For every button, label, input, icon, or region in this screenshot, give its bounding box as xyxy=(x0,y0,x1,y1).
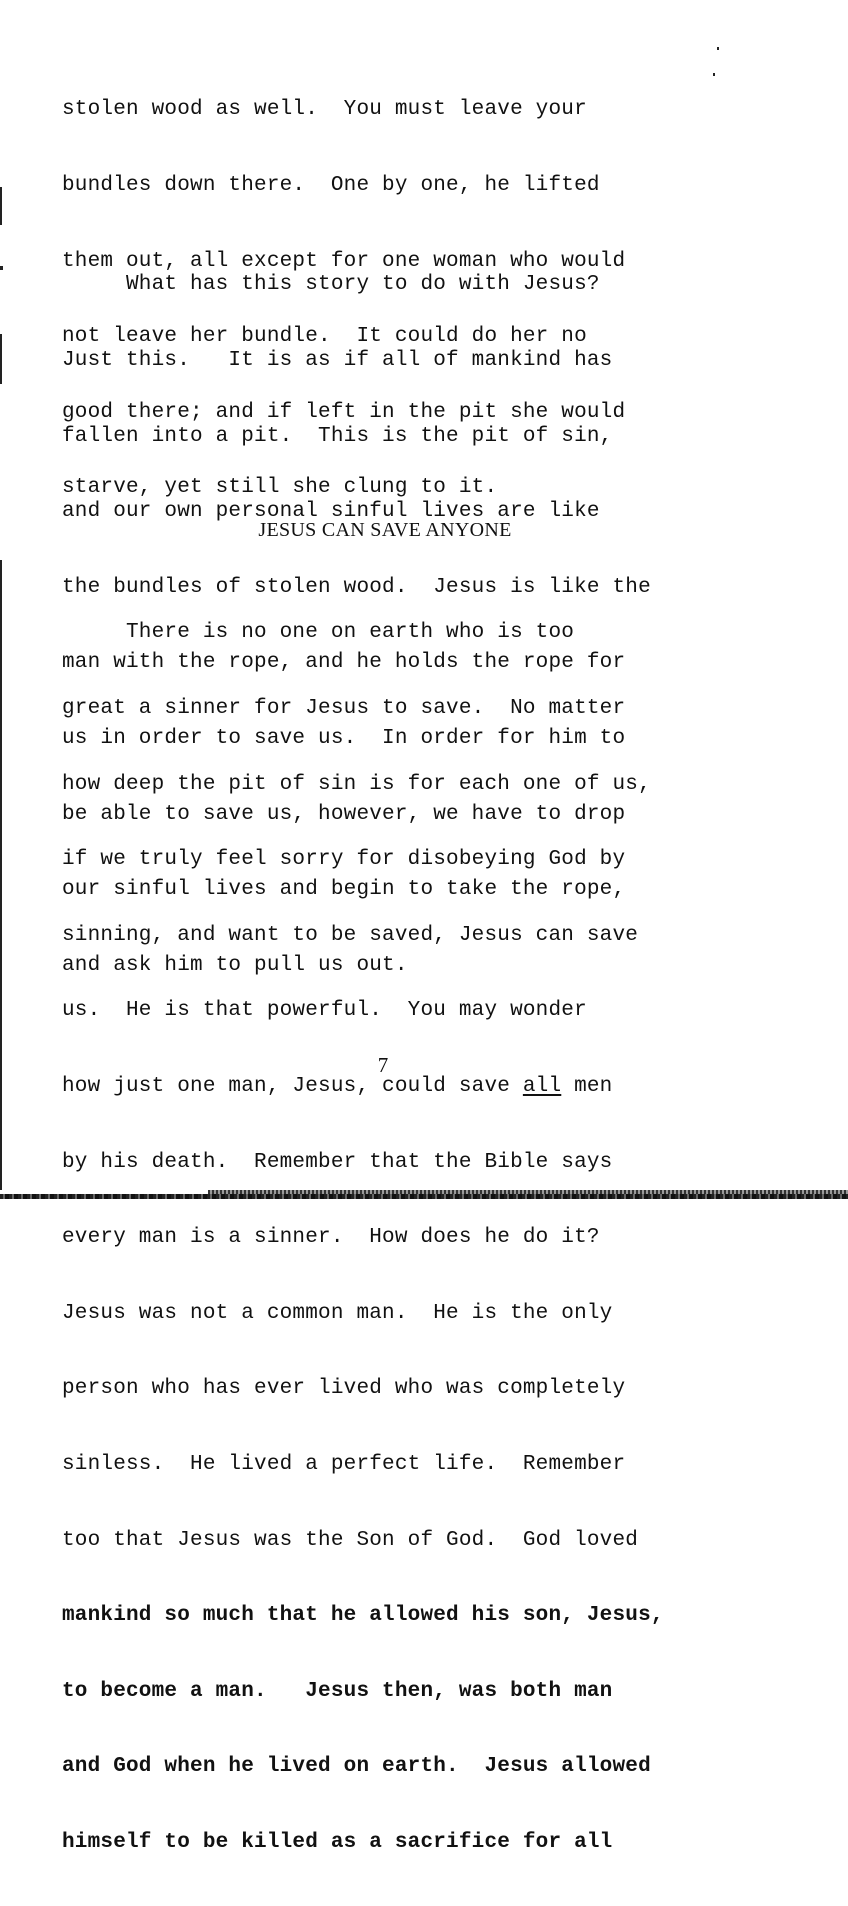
scan-mark-right-2 xyxy=(713,73,715,76)
text-line: us. He is that powerful. You may wonder xyxy=(62,999,587,1023)
text-line: Jesus was not a common man. He is the only xyxy=(62,1301,613,1325)
text-line: and ask him to pull us out. xyxy=(62,953,408,977)
section-heading: JESUS CAN SAVE ANYONE xyxy=(258,519,512,541)
text-line: starve, yet still she clung to it. xyxy=(62,476,498,500)
text-line: good there; and if left in the pit she would xyxy=(62,400,626,424)
text-fragment: how just one man, Jesus, could save xyxy=(62,1074,523,1098)
scan-mark-left-2 xyxy=(0,334,2,384)
scan-mark-left-3 xyxy=(0,266,3,270)
text-fragment: men xyxy=(561,1074,613,1098)
text-line: There is no one on earth who is too xyxy=(62,621,575,645)
text-line: person who has ever lived who was completely xyxy=(62,1377,626,1401)
text-line: What has this story to do with Jesus? xyxy=(62,273,600,297)
text-line: bundles down there. One by one, he lifted xyxy=(62,174,600,197)
text-line: the bundles of stolen wood. Jesus is like the xyxy=(62,575,651,599)
scan-bottom-edge xyxy=(0,1194,848,1199)
text-line: sinless. He lived a perfect life. Remember xyxy=(62,1452,626,1476)
text-line: every man is a sinner. How does he do it? xyxy=(62,1226,600,1250)
text-line: himself to be killed as a sacrifice for all xyxy=(62,1830,613,1854)
text-line: us in order to save us. In order for him to xyxy=(62,726,626,750)
text-line: man with the rope, and he holds the rope for xyxy=(62,651,626,675)
text-line: by his death. Remember that the Bible says xyxy=(62,1150,613,1174)
text-line: Just this. It is as if all of mankind has xyxy=(62,349,613,372)
text-line: too that Jesus was the Son of God. God loved xyxy=(62,1528,639,1552)
text-line: sinning, and want to be saved, Jesus can save xyxy=(62,923,639,947)
text-line: if we truly feel sorry for disobeying God by xyxy=(62,848,626,872)
text-line: and our own personal sinful lives are like xyxy=(62,500,600,524)
text-line: great a sinner for Jesus to save. No matter xyxy=(62,697,626,720)
text-line: to become a man. Jesus then, was both man xyxy=(62,1679,613,1703)
text-line: stolen wood as well. You must leave your xyxy=(62,98,587,122)
text-line: and God when he lived on earth. Jesus allowed xyxy=(62,1755,651,1779)
scan-mark-left-1 xyxy=(0,187,2,225)
underlined-word: all xyxy=(522,1074,562,1098)
text-line: not leave her bundle. It could do her no xyxy=(62,325,587,349)
text-line: be able to save us, however, we have to drop xyxy=(62,802,626,826)
text-line: our sinful lives and begin to take the rope, xyxy=(62,878,626,902)
text-line: fallen into a pit. This is the pit of sin, xyxy=(62,424,613,448)
scan-mark-right-1 xyxy=(717,47,719,50)
text-line: them out, all except for one woman who would xyxy=(62,249,626,273)
page-number: 7 xyxy=(377,1053,389,1077)
paragraph-jesus-can-save xyxy=(62,570,664,1906)
text-line: how deep the pit of sin is for each one of us, xyxy=(62,772,651,796)
text-line: mankind so much that he allowed his son, Jesus, xyxy=(62,1604,664,1628)
scan-mark-left-4 xyxy=(0,560,2,1190)
